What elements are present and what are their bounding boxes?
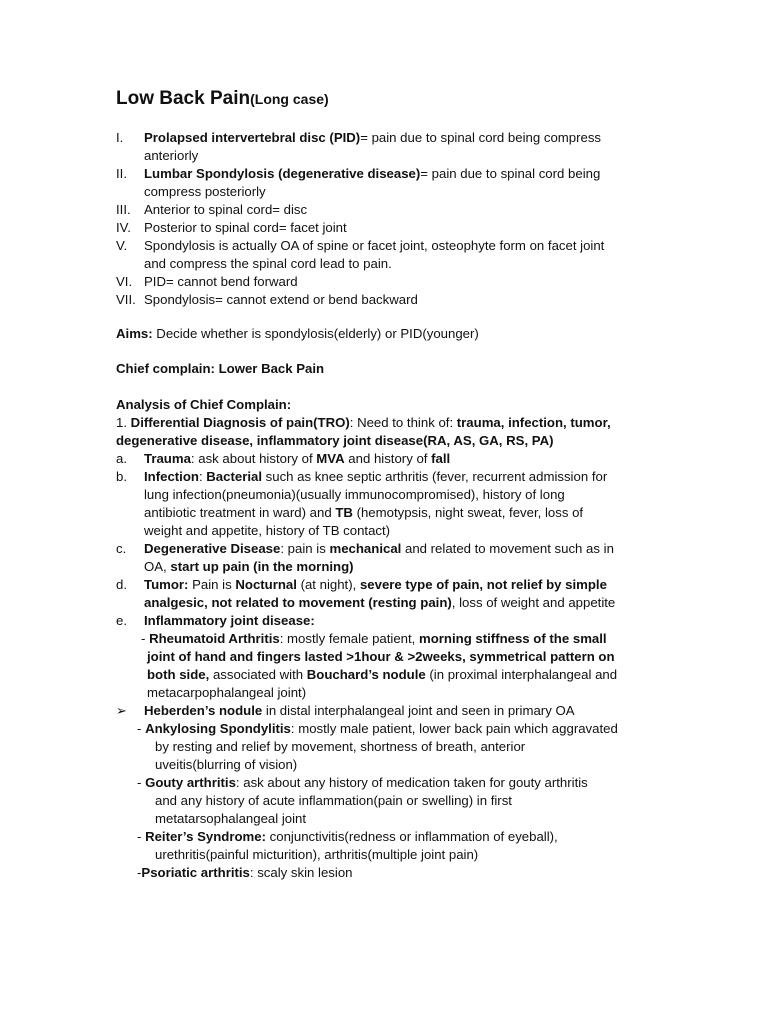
- line-text: [155, 756, 297, 774]
- text-run: : scaly skin lesion: [249, 865, 353, 880]
- bold-text: Heberden’s nodule: [144, 703, 263, 718]
- text-run: Decide whether is spondylosis(elderly) or PID(younger): [152, 326, 479, 341]
- list-number: a.: [116, 451, 127, 466]
- list-number: VI.: [116, 274, 133, 289]
- bold-text: trauma, infection, tumor,: [456, 415, 611, 430]
- bold-text: Bacterial: [206, 469, 262, 484]
- line-text: [116, 414, 611, 432]
- line-text: [147, 648, 615, 666]
- list-number: e.: [116, 613, 127, 628]
- line-text: [144, 486, 565, 504]
- text-run: 1.: [116, 415, 131, 430]
- text-run: = pain due to spinal cord being compress: [360, 130, 602, 145]
- line-text: [144, 183, 266, 201]
- line-text: [144, 219, 347, 237]
- bold-text: Analysis of Chief Complain:: [116, 397, 292, 412]
- bold-text: Ankylosing Spondylitis: [145, 721, 291, 736]
- bold-text: Prolapsed intervertebral disc (PID): [144, 130, 361, 145]
- line-text: [147, 666, 617, 684]
- text-run: uveitis(blurring of vision): [155, 757, 298, 772]
- line-text: [137, 864, 352, 882]
- text-run: metacarpophalangeal joint): [147, 685, 307, 700]
- text-run: : Need to think of:: [349, 415, 457, 430]
- text-run: -: [137, 775, 146, 790]
- list-number: IV.: [116, 220, 131, 235]
- line-text: [116, 360, 324, 378]
- bold-text: analgesic, not related to movement (resting pain): [144, 595, 452, 610]
- text-run: OA,: [144, 559, 171, 574]
- line-text: [144, 129, 601, 147]
- text-run: (in proximal interphalangeal and: [425, 667, 618, 682]
- text-run: = pain due to spinal cord being: [420, 166, 601, 181]
- text-run: Pain is: [188, 577, 236, 592]
- bold-text: severe type of pain, not relief by simple: [359, 577, 607, 592]
- text-run: compress posteriorly: [144, 184, 266, 199]
- text-run: associated with: [209, 667, 307, 682]
- bold-text: joint of hand and fingers lasted >1hour & >2weeks, symmetrical pattern on: [147, 649, 615, 664]
- line-text: [144, 237, 604, 255]
- text-run: :: [198, 469, 207, 484]
- text-run: weight and appetite, history of TB contact): [144, 523, 391, 538]
- text-run: and history of: [344, 451, 432, 466]
- list-number: c.: [116, 541, 127, 556]
- list-number: V.: [116, 238, 128, 253]
- title-main: Low Back Pain: [116, 88, 251, 109]
- text-run: urethritis(painful micturition), arthritis(multiple joint pain): [155, 847, 479, 862]
- line-text: [144, 255, 392, 273]
- title-subtitle: (Long case): [250, 91, 329, 107]
- line-text: [144, 594, 615, 612]
- list-number: b.: [116, 469, 127, 484]
- arrow-bullet-icon: ➢: [116, 703, 127, 718]
- text-run: conjunctivitis(redness or inflammation of eyeball),: [266, 829, 558, 844]
- text-run: : ask about any history of medication taken for gouty arthritis: [235, 775, 588, 790]
- bold-text: Inflammatory joint disease:: [144, 613, 315, 628]
- text-run: -: [141, 631, 150, 646]
- bold-text: Infection: [144, 469, 199, 484]
- page-title: [116, 88, 329, 110]
- bold-text: Aims:: [116, 326, 153, 341]
- line-text: [144, 504, 583, 522]
- list-number: I.: [116, 130, 124, 145]
- text-run: : mostly male patient, lower back pain which aggravated: [290, 721, 618, 736]
- bold-text: degenerative disease, inflammatory joint disease(RA, AS, GA, RS, PA): [116, 433, 554, 448]
- line-text: [144, 165, 600, 183]
- bold-text: Trauma: [144, 451, 191, 466]
- bold-text: Tumor:: [144, 577, 189, 592]
- line-text: [144, 702, 575, 720]
- line-text: [144, 612, 315, 630]
- text-run: : pain is: [280, 541, 330, 556]
- bold-text: Gouty arthritis: [145, 775, 236, 790]
- text-run: by resting and relief by movement, shortness of breath, anterior: [155, 739, 526, 754]
- text-run: Posterior to spinal cord= facet joint: [144, 220, 347, 235]
- line-text: [144, 201, 307, 219]
- text-run: Anterior to spinal cord= disc: [144, 202, 308, 217]
- text-run: , loss of weight and appetite: [451, 595, 616, 610]
- line-text: [144, 576, 607, 594]
- text-run: (hemotypsis, night sweat, fever, loss of: [352, 505, 584, 520]
- line-text: [144, 273, 298, 291]
- line-text: [155, 738, 525, 756]
- text-run: in distal interphalangeal joint and seen in primary OA: [262, 703, 575, 718]
- bold-text: MVA: [316, 451, 345, 466]
- text-run: metatarsophalangeal joint: [155, 811, 307, 826]
- bold-text: Degenerative Disease: [144, 541, 281, 556]
- line-text: [116, 325, 479, 343]
- line-text: [137, 828, 558, 846]
- text-run: such as knee septic arthritis (fever, recurrent admission for: [262, 469, 608, 484]
- line-text: [116, 432, 554, 450]
- text-run: Spondylosis is actually OA of spine or facet joint, osteophyte form on facet joint: [144, 238, 605, 253]
- text-run: and related to movement such as in: [401, 541, 614, 556]
- line-text: [116, 396, 291, 414]
- line-text: [155, 810, 306, 828]
- text-run: lung infection(pneumonia)(usually immunocompromised), history of long: [144, 487, 565, 502]
- bold-text: morning stiffness of the small: [419, 631, 607, 646]
- line-text: [144, 450, 450, 468]
- line-text: [141, 630, 607, 648]
- bold-text: Reiter’s Syndrome:: [145, 829, 266, 844]
- line-text: [137, 720, 618, 738]
- text-run: antibiotic treatment in ward) and: [144, 505, 336, 520]
- text-run: PID= cannot bend forward: [144, 274, 298, 289]
- text-run: Spondylosis= cannot extend or bend backward: [144, 292, 418, 307]
- line-text: [147, 684, 306, 702]
- text-run: -: [137, 829, 146, 844]
- list-number: III.: [116, 202, 131, 217]
- bold-text: Rheumatoid Arthritis: [149, 631, 280, 646]
- bold-text: fall: [431, 451, 451, 466]
- line-text: [144, 291, 418, 309]
- line-text: [155, 846, 478, 864]
- text-run: anteriorly: [144, 148, 199, 163]
- text-run: : ask about history of: [190, 451, 317, 466]
- text-run: -: [137, 865, 142, 880]
- bold-text: Nocturnal: [235, 577, 297, 592]
- line-text: [155, 792, 512, 810]
- bold-text: mechanical: [329, 541, 402, 556]
- text-run: (at night),: [296, 577, 360, 592]
- bold-text: Psoriatic arthritis: [141, 865, 250, 880]
- list-number: VII.: [116, 292, 136, 307]
- line-text: [144, 522, 390, 540]
- list-number: II.: [116, 166, 127, 181]
- bold-text: both side,: [147, 667, 210, 682]
- bold-text: Bouchard’s nodule: [306, 667, 426, 682]
- bold-text: Lumbar Spondylosis (degenerative disease): [144, 166, 421, 181]
- line-text: [144, 558, 354, 576]
- text-run: : mostly female patient,: [279, 631, 419, 646]
- line-text: [144, 147, 198, 165]
- bold-text: TB: [335, 505, 353, 520]
- bold-text: Chief complain: Lower Back Pain: [116, 361, 325, 376]
- bold-text: start up pain (in the morning): [170, 559, 354, 574]
- text-run: -: [137, 721, 146, 736]
- bold-text: Differential Diagnosis of pain(TRO): [130, 415, 350, 430]
- line-text: [144, 468, 607, 486]
- text-run: and any history of acute inflammation(pain or swelling) in first: [155, 793, 512, 808]
- text-run: and compress the spinal cord lead to pain.: [144, 256, 392, 271]
- line-text: [144, 540, 614, 558]
- list-number: d.: [116, 577, 127, 592]
- line-text: [137, 774, 588, 792]
